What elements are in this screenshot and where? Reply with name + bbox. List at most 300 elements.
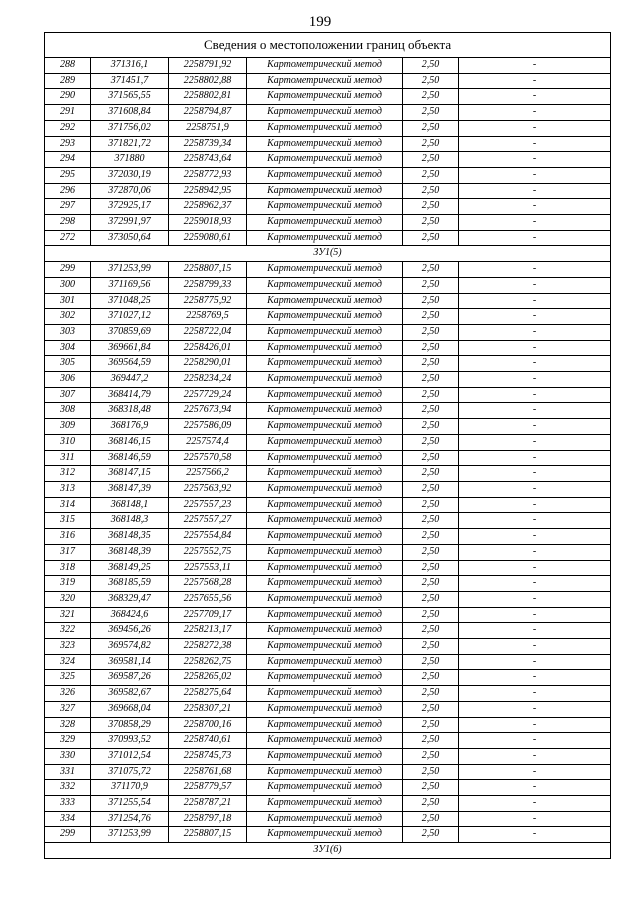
point-number-cell: 321 xyxy=(45,607,91,623)
accuracy-cell: 2,50 xyxy=(403,717,459,733)
accuracy-cell: 2,50 xyxy=(403,58,459,74)
method-cell: Картометрический метод xyxy=(247,434,403,450)
y-coordinate-cell: 2258700,16 xyxy=(169,717,247,733)
x-coordinate-cell: 369574,82 xyxy=(91,639,169,655)
x-coordinate-cell: 369581,14 xyxy=(91,654,169,670)
accuracy-cell: 2,50 xyxy=(403,120,459,136)
y-coordinate-cell: 2258265,02 xyxy=(169,670,247,686)
x-coordinate-cell: 368146,59 xyxy=(91,450,169,466)
table-row xyxy=(45,639,611,655)
note-cell: - xyxy=(459,356,611,372)
accuracy-cell: 2,50 xyxy=(403,466,459,482)
x-coordinate-cell: 369587,26 xyxy=(91,670,169,686)
y-coordinate-cell: 2258807,15 xyxy=(169,262,247,278)
table-row xyxy=(45,324,611,340)
note-cell: - xyxy=(459,324,611,340)
accuracy-cell: 2,50 xyxy=(403,356,459,372)
point-number-cell: 328 xyxy=(45,717,91,733)
note-cell: - xyxy=(459,639,611,655)
table-row xyxy=(45,780,611,796)
method-cell: Картометрический метод xyxy=(247,780,403,796)
accuracy-cell: 2,50 xyxy=(403,215,459,231)
x-coordinate-cell: 371075,72 xyxy=(91,764,169,780)
note-cell: - xyxy=(459,497,611,513)
y-coordinate-cell: 2258743,64 xyxy=(169,152,247,168)
x-coordinate-cell: 371170,9 xyxy=(91,780,169,796)
table-row xyxy=(45,105,611,121)
note-cell: - xyxy=(459,466,611,482)
point-number-cell: 308 xyxy=(45,403,91,419)
accuracy-cell: 2,50 xyxy=(403,199,459,215)
x-coordinate-cell: 372030,19 xyxy=(91,167,169,183)
method-cell: Картометрический метод xyxy=(247,450,403,466)
note-cell: - xyxy=(459,591,611,607)
accuracy-cell: 2,50 xyxy=(403,372,459,388)
note-cell: - xyxy=(459,796,611,812)
note-cell: - xyxy=(459,230,611,246)
note-cell: - xyxy=(459,670,611,686)
table-row xyxy=(45,340,611,356)
method-cell: Картометрический метод xyxy=(247,262,403,278)
accuracy-cell: 2,50 xyxy=(403,764,459,780)
table-row xyxy=(45,356,611,372)
table-row xyxy=(45,230,611,246)
method-cell: Картометрический метод xyxy=(247,733,403,749)
accuracy-cell: 2,50 xyxy=(403,230,459,246)
point-number-cell: 324 xyxy=(45,654,91,670)
point-number-cell: 327 xyxy=(45,701,91,717)
point-number-cell: 299 xyxy=(45,262,91,278)
x-coordinate-cell: 371565,55 xyxy=(91,89,169,105)
table-row xyxy=(45,89,611,105)
table-row xyxy=(45,293,611,309)
method-cell: Картометрический метод xyxy=(247,340,403,356)
accuracy-cell: 2,50 xyxy=(403,701,459,717)
point-number-cell: 307 xyxy=(45,387,91,403)
section-label: ЗУ1(5) xyxy=(45,246,611,262)
point-number-cell: 310 xyxy=(45,434,91,450)
note-cell: - xyxy=(459,419,611,435)
note-cell: - xyxy=(459,340,611,356)
y-coordinate-cell: 2258794,87 xyxy=(169,105,247,121)
method-cell: Картометрический метод xyxy=(247,309,403,325)
accuracy-cell: 2,50 xyxy=(403,670,459,686)
x-coordinate-cell: 370859,69 xyxy=(91,324,169,340)
y-coordinate-cell: 2258799,33 xyxy=(169,277,247,293)
accuracy-cell: 2,50 xyxy=(403,513,459,529)
accuracy-cell: 2,50 xyxy=(403,419,459,435)
method-cell: Картометрический метод xyxy=(247,105,403,121)
y-coordinate-cell: 2258272,38 xyxy=(169,639,247,655)
point-number-cell: 323 xyxy=(45,639,91,655)
method-cell: Картометрический метод xyxy=(247,670,403,686)
accuracy-cell: 2,50 xyxy=(403,576,459,592)
accuracy-cell: 2,50 xyxy=(403,293,459,309)
point-number-cell: 326 xyxy=(45,686,91,702)
point-number-cell: 317 xyxy=(45,544,91,560)
accuracy-cell: 2,50 xyxy=(403,152,459,168)
accuracy-cell: 2,50 xyxy=(403,262,459,278)
y-coordinate-cell: 2258775,92 xyxy=(169,293,247,309)
accuracy-cell: 2,50 xyxy=(403,827,459,843)
accuracy-cell: 2,50 xyxy=(403,733,459,749)
point-number-cell: 330 xyxy=(45,748,91,764)
point-number-cell: 303 xyxy=(45,324,91,340)
note-cell: - xyxy=(459,544,611,560)
accuracy-cell: 2,50 xyxy=(403,277,459,293)
note-cell: - xyxy=(459,576,611,592)
method-cell: Картометрический метод xyxy=(247,58,403,74)
note-cell: - xyxy=(459,780,611,796)
point-number-cell: 314 xyxy=(45,497,91,513)
note-cell: - xyxy=(459,529,611,545)
x-coordinate-cell: 368148,1 xyxy=(91,497,169,513)
point-number-cell: 298 xyxy=(45,215,91,231)
table-row xyxy=(45,796,611,812)
y-coordinate-cell: 2258739,34 xyxy=(169,136,247,152)
y-coordinate-cell: 2257709,17 xyxy=(169,607,247,623)
point-number-cell: 293 xyxy=(45,136,91,152)
note-cell: - xyxy=(459,262,611,278)
y-coordinate-cell: 2258772,93 xyxy=(169,167,247,183)
table-row xyxy=(45,513,611,529)
accuracy-cell: 2,50 xyxy=(403,811,459,827)
point-number-cell: 304 xyxy=(45,340,91,356)
accuracy-cell: 2,50 xyxy=(403,607,459,623)
x-coordinate-cell: 371254,76 xyxy=(91,811,169,827)
table-row xyxy=(45,466,611,482)
accuracy-cell: 2,50 xyxy=(403,639,459,655)
method-cell: Картометрический метод xyxy=(247,372,403,388)
x-coordinate-cell: 372925,17 xyxy=(91,199,169,215)
method-cell: Картометрический метод xyxy=(247,497,403,513)
x-coordinate-cell: 371821,72 xyxy=(91,136,169,152)
table-row xyxy=(45,764,611,780)
y-coordinate-cell: 2259080,61 xyxy=(169,230,247,246)
note-cell: - xyxy=(459,560,611,576)
x-coordinate-cell: 371253,99 xyxy=(91,262,169,278)
method-cell: Картометрический метод xyxy=(247,73,403,89)
x-coordinate-cell: 371253,99 xyxy=(91,827,169,843)
point-number-cell: 325 xyxy=(45,670,91,686)
point-number-cell: 300 xyxy=(45,277,91,293)
y-coordinate-cell: 2258426,01 xyxy=(169,340,247,356)
y-coordinate-cell: 2258290,01 xyxy=(169,356,247,372)
table-row xyxy=(45,262,611,278)
table-row xyxy=(45,167,611,183)
note-cell: - xyxy=(459,120,611,136)
method-cell: Картометрический метод xyxy=(247,686,403,702)
table-row xyxy=(45,120,611,136)
x-coordinate-cell: 373050,64 xyxy=(91,230,169,246)
x-coordinate-cell: 368148,39 xyxy=(91,544,169,560)
note-cell: - xyxy=(459,450,611,466)
table-row xyxy=(45,387,611,403)
point-number-cell: 290 xyxy=(45,89,91,105)
accuracy-cell: 2,50 xyxy=(403,748,459,764)
method-cell: Картометрический метод xyxy=(247,466,403,482)
point-number-cell: 315 xyxy=(45,513,91,529)
point-number-cell: 296 xyxy=(45,183,91,199)
point-number-cell: 289 xyxy=(45,73,91,89)
point-number-cell: 333 xyxy=(45,796,91,812)
y-coordinate-cell: 2258962,37 xyxy=(169,199,247,215)
table-row xyxy=(45,576,611,592)
accuracy-cell: 2,50 xyxy=(403,497,459,513)
note-cell: - xyxy=(459,372,611,388)
note-cell: - xyxy=(459,152,611,168)
table-row xyxy=(45,623,611,639)
table-row xyxy=(45,136,611,152)
point-number-cell: 322 xyxy=(45,623,91,639)
method-cell: Картометрический метод xyxy=(247,89,403,105)
y-coordinate-cell: 2257557,23 xyxy=(169,497,247,513)
method-cell: Картометрический метод xyxy=(247,215,403,231)
accuracy-cell: 2,50 xyxy=(403,434,459,450)
note-cell: - xyxy=(459,607,611,623)
accuracy-cell: 2,50 xyxy=(403,309,459,325)
accuracy-cell: 2,50 xyxy=(403,450,459,466)
note-cell: - xyxy=(459,733,611,749)
accuracy-cell: 2,50 xyxy=(403,623,459,639)
table-row xyxy=(45,748,611,764)
accuracy-cell: 2,50 xyxy=(403,387,459,403)
accuracy-cell: 2,50 xyxy=(403,167,459,183)
method-cell: Картометрический метод xyxy=(247,419,403,435)
accuracy-cell: 2,50 xyxy=(403,324,459,340)
method-cell: Картометрический метод xyxy=(247,199,403,215)
y-coordinate-cell: 2258307,21 xyxy=(169,701,247,717)
method-cell: Картометрический метод xyxy=(247,623,403,639)
table-row xyxy=(45,277,611,293)
table-row xyxy=(45,686,611,702)
method-cell: Картометрический метод xyxy=(247,717,403,733)
accuracy-cell: 2,50 xyxy=(403,73,459,89)
y-coordinate-cell: 2257673,94 xyxy=(169,403,247,419)
method-cell: Картометрический метод xyxy=(247,607,403,623)
method-cell: Картометрический метод xyxy=(247,152,403,168)
note-cell: - xyxy=(459,686,611,702)
method-cell: Картометрический метод xyxy=(247,796,403,812)
x-coordinate-cell: 371608,84 xyxy=(91,105,169,121)
y-coordinate-cell: 2257655,56 xyxy=(169,591,247,607)
x-coordinate-cell: 370858,29 xyxy=(91,717,169,733)
x-coordinate-cell: 371048,25 xyxy=(91,293,169,309)
table-row xyxy=(45,827,611,843)
page-number: 199 xyxy=(308,14,332,30)
note-cell: - xyxy=(459,481,611,497)
y-coordinate-cell: 2258769,5 xyxy=(169,309,247,325)
note-cell: - xyxy=(459,58,611,74)
note-cell: - xyxy=(459,73,611,89)
method-cell: Картометрический метод xyxy=(247,387,403,403)
table-row xyxy=(45,183,611,199)
x-coordinate-cell: 371255,54 xyxy=(91,796,169,812)
point-number-cell: 272 xyxy=(45,230,91,246)
point-number-cell: 301 xyxy=(45,293,91,309)
accuracy-cell: 2,50 xyxy=(403,403,459,419)
table-row xyxy=(45,497,611,513)
accuracy-cell: 2,50 xyxy=(403,780,459,796)
method-cell: Картометрический метод xyxy=(247,120,403,136)
accuracy-cell: 2,50 xyxy=(403,105,459,121)
point-number-cell: 299 xyxy=(45,827,91,843)
section-label: ЗУ1(6) xyxy=(45,843,611,859)
y-coordinate-cell: 2257729,24 xyxy=(169,387,247,403)
point-number-cell: 292 xyxy=(45,120,91,136)
point-number-cell: 306 xyxy=(45,372,91,388)
note-cell: - xyxy=(459,434,611,450)
note-cell: - xyxy=(459,717,611,733)
note-cell: - xyxy=(459,277,611,293)
method-cell: Картометрический метод xyxy=(247,576,403,592)
point-number-cell: 288 xyxy=(45,58,91,74)
method-cell: Картометрический метод xyxy=(247,324,403,340)
note-cell: - xyxy=(459,293,611,309)
note-cell: - xyxy=(459,215,611,231)
point-number-cell: 313 xyxy=(45,481,91,497)
accuracy-cell: 2,50 xyxy=(403,796,459,812)
method-cell: Картометрический метод xyxy=(247,654,403,670)
note-cell: - xyxy=(459,623,611,639)
table-row xyxy=(45,199,611,215)
point-number-cell: 319 xyxy=(45,576,91,592)
method-cell: Картометрический метод xyxy=(247,764,403,780)
point-number-cell: 334 xyxy=(45,811,91,827)
point-number-cell: 318 xyxy=(45,560,91,576)
table-row xyxy=(45,607,611,623)
y-coordinate-cell: 2257552,75 xyxy=(169,544,247,560)
x-coordinate-cell: 368185,59 xyxy=(91,576,169,592)
method-cell: Картометрический метод xyxy=(247,277,403,293)
accuracy-cell: 2,50 xyxy=(403,544,459,560)
table-row xyxy=(45,529,611,545)
x-coordinate-cell: 368148,35 xyxy=(91,529,169,545)
accuracy-cell: 2,50 xyxy=(403,560,459,576)
accuracy-cell: 2,50 xyxy=(403,591,459,607)
accuracy-cell: 2,50 xyxy=(403,183,459,199)
note-cell: - xyxy=(459,167,611,183)
table-row xyxy=(45,670,611,686)
table-row xyxy=(45,73,611,89)
note-cell: - xyxy=(459,748,611,764)
y-coordinate-cell: 2258779,57 xyxy=(169,780,247,796)
x-coordinate-cell: 372870,06 xyxy=(91,183,169,199)
x-coordinate-cell: 368318,48 xyxy=(91,403,169,419)
y-coordinate-cell: 2258802,81 xyxy=(169,89,247,105)
accuracy-cell: 2,50 xyxy=(403,529,459,545)
method-cell: Картометрический метод xyxy=(247,230,403,246)
x-coordinate-cell: 368149,25 xyxy=(91,560,169,576)
boundary-table xyxy=(44,32,611,859)
y-coordinate-cell: 2257574,4 xyxy=(169,434,247,450)
method-cell: Картометрический метод xyxy=(247,748,403,764)
point-number-cell: 332 xyxy=(45,780,91,796)
point-number-cell: 311 xyxy=(45,450,91,466)
point-number-cell: 294 xyxy=(45,152,91,168)
x-coordinate-cell: 368414,79 xyxy=(91,387,169,403)
note-cell: - xyxy=(459,513,611,529)
note-cell: - xyxy=(459,199,611,215)
x-coordinate-cell: 368148,3 xyxy=(91,513,169,529)
accuracy-cell: 2,50 xyxy=(403,654,459,670)
note-cell: - xyxy=(459,811,611,827)
method-cell: Картометрический метод xyxy=(247,591,403,607)
point-number-cell: 309 xyxy=(45,419,91,435)
method-cell: Картометрический метод xyxy=(247,529,403,545)
y-coordinate-cell: 2258791,92 xyxy=(169,58,247,74)
method-cell: Картометрический метод xyxy=(247,183,403,199)
point-number-cell: 295 xyxy=(45,167,91,183)
x-coordinate-cell: 371169,56 xyxy=(91,277,169,293)
method-cell: Картометрический метод xyxy=(247,544,403,560)
point-number-cell: 302 xyxy=(45,309,91,325)
note-cell: - xyxy=(459,764,611,780)
note-cell: - xyxy=(459,183,611,199)
note-cell: - xyxy=(459,89,611,105)
accuracy-cell: 2,50 xyxy=(403,686,459,702)
table-row xyxy=(45,419,611,435)
y-coordinate-cell: 2258213,17 xyxy=(169,623,247,639)
table-row xyxy=(45,544,611,560)
x-coordinate-cell: 368176,9 xyxy=(91,419,169,435)
y-coordinate-cell: 2258942,95 xyxy=(169,183,247,199)
y-coordinate-cell: 2258722,04 xyxy=(169,324,247,340)
y-coordinate-cell: 2257586,09 xyxy=(169,419,247,435)
table-row xyxy=(45,152,611,168)
y-coordinate-cell: 2257563,92 xyxy=(169,481,247,497)
x-coordinate-cell: 369668,04 xyxy=(91,701,169,717)
method-cell: Картометрический метод xyxy=(247,167,403,183)
x-coordinate-cell: 368147,39 xyxy=(91,481,169,497)
table-row xyxy=(45,309,611,325)
x-coordinate-cell: 372991,97 xyxy=(91,215,169,231)
note-cell: - xyxy=(459,827,611,843)
table-row xyxy=(45,591,611,607)
point-number-cell: 331 xyxy=(45,764,91,780)
point-number-cell: 316 xyxy=(45,529,91,545)
y-coordinate-cell: 2258787,21 xyxy=(169,796,247,812)
point-number-cell: 320 xyxy=(45,591,91,607)
y-coordinate-cell: 2257566,2 xyxy=(169,466,247,482)
x-coordinate-cell: 371880 xyxy=(91,152,169,168)
method-cell: Картометрический метод xyxy=(247,136,403,152)
x-coordinate-cell: 371756,02 xyxy=(91,120,169,136)
x-coordinate-cell: 368147,15 xyxy=(91,466,169,482)
note-cell: - xyxy=(459,701,611,717)
y-coordinate-cell: 2258797,18 xyxy=(169,811,247,827)
table-row xyxy=(45,811,611,827)
x-coordinate-cell: 369661,84 xyxy=(91,340,169,356)
table-row xyxy=(45,372,611,388)
y-coordinate-cell: 2257557,27 xyxy=(169,513,247,529)
y-coordinate-cell: 2258740,61 xyxy=(169,733,247,749)
table-row xyxy=(45,403,611,419)
method-cell: Картометрический метод xyxy=(247,560,403,576)
table-row xyxy=(45,434,611,450)
x-coordinate-cell: 371451,7 xyxy=(91,73,169,89)
y-coordinate-cell: 2258275,64 xyxy=(169,686,247,702)
table-row xyxy=(45,215,611,231)
y-coordinate-cell: 2257570,58 xyxy=(169,450,247,466)
point-number-cell: 329 xyxy=(45,733,91,749)
point-number-cell: 305 xyxy=(45,356,91,372)
table-row xyxy=(45,58,611,74)
table-row xyxy=(45,560,611,576)
accuracy-cell: 2,50 xyxy=(403,481,459,497)
x-coordinate-cell: 370993,52 xyxy=(91,733,169,749)
point-number-cell: 312 xyxy=(45,466,91,482)
